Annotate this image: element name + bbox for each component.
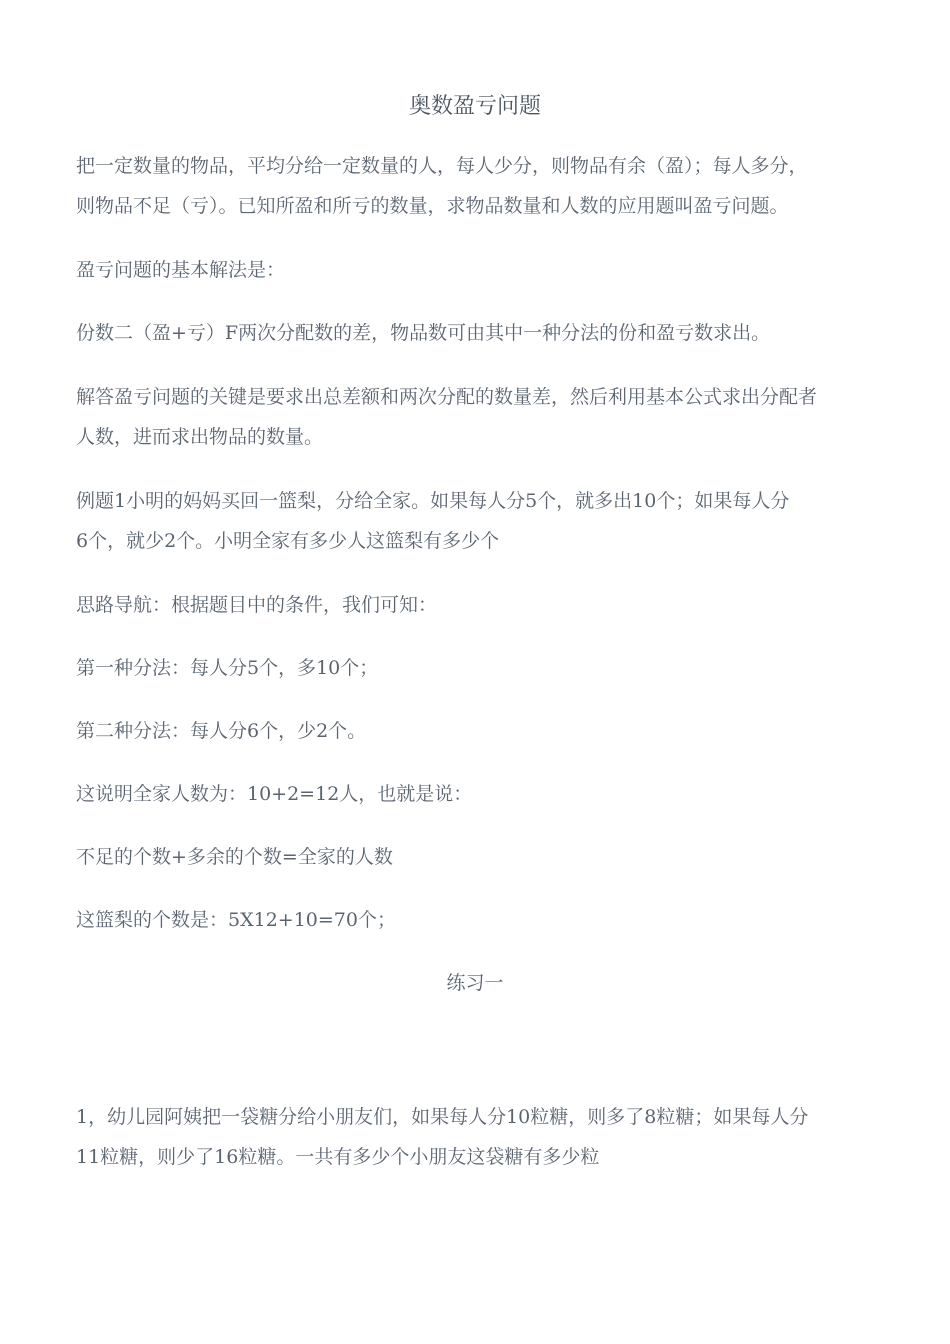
method2-paragraph: 第二种分法：每人分6个，少2个。: [76, 720, 367, 742]
rule-paragraph: 不足的个数+多余的个数=全家的人数: [76, 846, 393, 868]
exercise-1-line-1: 1，幼儿园阿姨把一袋糖分给小朋友们，如果每人分10粒糖，则多了8粒糖；如果每人分: [76, 1106, 809, 1128]
intro-line-2: 则物品不足（亏）。已知所盈和所亏的数量，求物品数量和人数的应用题叫盈亏问题。: [76, 195, 789, 217]
answer-paragraph: 这篮梨的个数是：5X12+10=70个；: [76, 909, 396, 931]
formula-paragraph: 份数二（盈+亏）F两次分配数的差，物品数可由其中一种分法的份和盈亏数求出。: [76, 322, 771, 344]
example-line-1: 例题1小明的妈妈买回一篮梨，分给全家。如果每人分5个，就多出10个；如果每人分: [76, 490, 790, 512]
explain-paragraph: 这说明全家人数为：10+2=12人，也就是说：: [76, 783, 473, 805]
key-paragraph: [76, 377, 876, 457]
document-title: 奥数盈亏问题: [408, 94, 541, 119]
example-line-2: 6个，就少2个。小明全家有多少人这篮梨有多少个: [76, 530, 500, 552]
intro-line-1: 把一定数量的物品，平均分给一定数量的人，每人少分，则物品有余（盈）；每人多分，: [76, 155, 808, 177]
key-line-1: 解答盈亏问题的关键是要求出总差额和两次分配的数量差，然后利用基本公式求出分配者: [76, 386, 818, 408]
exercise-1-paragraph: [76, 1097, 876, 1177]
method-heading: 盈亏问题的基本解法是：: [76, 259, 286, 281]
exercise-heading: 练习一: [446, 972, 504, 994]
method1-paragraph: 第一种分法：每人分5个，多10个；: [76, 657, 379, 679]
key-line-2: 人数，进而求出物品的数量。: [76, 426, 324, 448]
exercise-1-line-2: 11粒糖，则少了16粒糖。一共有多少个小朋友这袋糖有多少粒: [76, 1146, 600, 1168]
intro-paragraph: [76, 146, 876, 226]
thinking-paragraph: 思路导航：根据题目中的条件，我们可知：: [76, 594, 438, 616]
example-paragraph: [76, 481, 876, 561]
